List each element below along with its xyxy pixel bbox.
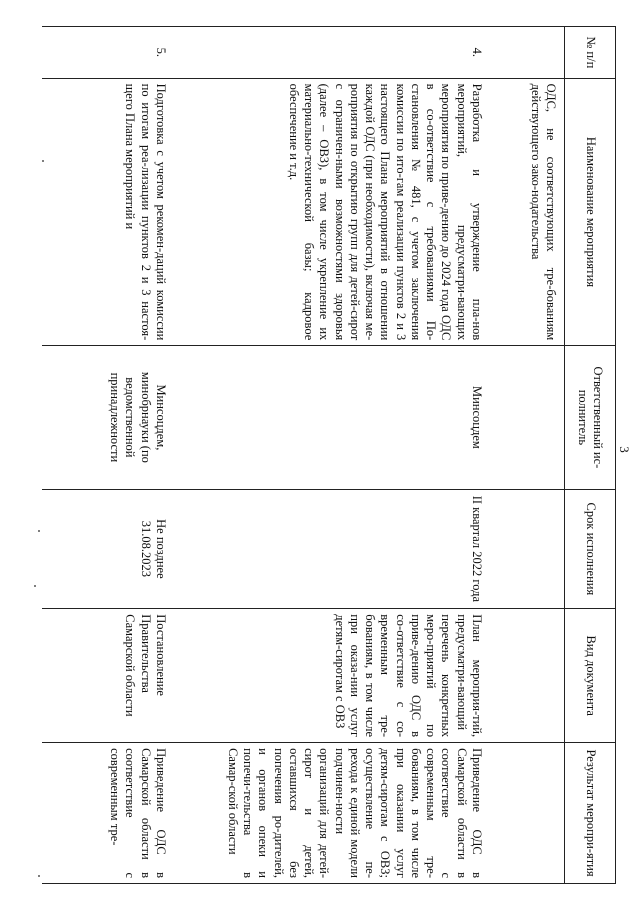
header-result: Результат меропри-ятия <box>565 743 616 884</box>
row-num: 5. <box>42 27 174 79</box>
row-responsible: Минсоцдем <box>174 346 490 489</box>
row-doc: План мероприя-тий, предусматри-вающий перечень конкретных меро-приятий по приве-дению ОДС в со-ответствие с со-временным тре-бованиям, в том числе при оказа-нии услуг детям-сиротам с ОВЗ <box>174 609 490 743</box>
header-num: № п/п <box>565 27 616 79</box>
row-responsible <box>490 346 565 489</box>
header-term: Срок исполнения <box>565 489 616 609</box>
scan-speck <box>34 585 36 587</box>
row-term: Не позднее 31.08.2023 <box>42 489 174 609</box>
measures-table <box>42 26 616 884</box>
row-doc: Постановление Правительства Самарской области <box>42 609 174 743</box>
table-row <box>490 27 565 884</box>
scan-speck <box>38 875 40 877</box>
row-result: Приведение ОДС в Самарской области в соответствие с современным тре- <box>42 743 174 884</box>
row-num <box>490 27 565 79</box>
scan-speck <box>42 160 44 162</box>
row-name: ОДС, не соответствующих тре-бованиям действующего зако-нодательства <box>490 78 565 346</box>
header-responsible: Ответственный ис-полнитель <box>565 346 616 489</box>
row-name: Подготовка с учетом рекомен-даций комиссии по итогам реа-лизации пунктов 2 и 3 настоя-щего Плана мероприятий и <box>42 78 174 346</box>
table-row <box>174 27 490 884</box>
row-result <box>490 743 565 884</box>
header-name: Наименование мероприятия <box>565 78 616 346</box>
page-number: 3 <box>617 446 632 453</box>
row-num: 4. <box>174 27 490 79</box>
row-result: Приведение ОДС в Самарской области в соответствие с современным тре-бованиям, в том числе при оказании услуг детям-сиротам с ОВЗ; осуществление пе-рехода к единой модели подчинен-ности организаций для детей-сирот и детей, оставшихся без попечения ро-дителей, и органов опеки и попечи-тельства в Самар-ской области <box>174 743 490 884</box>
row-term <box>490 489 565 609</box>
table-header-row <box>565 27 616 884</box>
row-term: II квартал 2022 года <box>174 489 490 609</box>
table-row <box>42 27 174 884</box>
scan-speck <box>38 530 40 532</box>
row-name: Разработка и утверждение пла-нов мероприятий, предусматри-вающих мероприятия по приве-дению до 2024 года ОДС в со-ответствие с требованиями По-становления № 481, с учетом заключения комиссии по ито-гам реализации пунктов 2 и 3 настоящего Плана мероприятий в отношении каждой ОДС (при необходимости), включая ме-роприятия по открытию групп для детей-сирот с ограничен-ными возможностями здоровья (далее – ОВЗ), в том числе укрепление их материально-технической базы; кадровое обеспечение и т.д. <box>174 78 490 346</box>
header-doc: Вид документа <box>565 609 616 743</box>
row-doc <box>490 609 565 743</box>
row-responsible: Минсоцдем, минобрнауки (по ведомственной принадлежности <box>42 346 174 489</box>
